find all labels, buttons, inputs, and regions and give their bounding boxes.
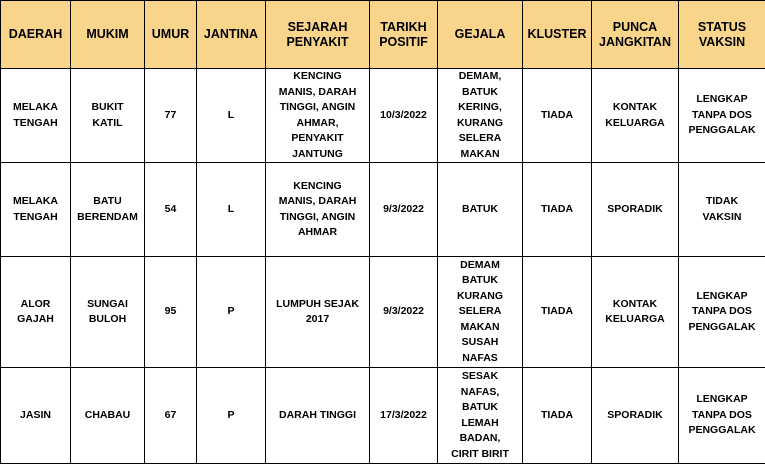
- cell-punca-jangkitan: KONTAK KELUARGA: [592, 257, 679, 368]
- header-mukim: MUKIM: [71, 1, 145, 69]
- cell-daerah: ALOR GAJAH: [1, 257, 71, 368]
- header-daerah: DAERAH: [1, 1, 71, 69]
- cell-jantina: P: [197, 368, 266, 464]
- header-status-vaksin: STATUS VAKSIN: [679, 1, 765, 69]
- cell-daerah: JASIN: [1, 368, 71, 464]
- cell-umur: 95: [145, 257, 197, 368]
- cell-jantina: L: [197, 163, 266, 257]
- cell-status-vaksin: LENGKAP TANPA DOS PENGGALAK: [679, 368, 765, 464]
- cell-tarikh-positif: 9/3/2022: [370, 163, 438, 257]
- header-jantina: JANTINA: [197, 1, 266, 69]
- cell-daerah: MELAKA TENGAH: [1, 163, 71, 257]
- cell-mukim: BATU BERENDAM: [71, 163, 145, 257]
- table-row: [1, 69, 765, 163]
- cell-tarikh-positif: 10/3/2022: [370, 69, 438, 163]
- cell-status-vaksin: LENGKAP TANPA DOS PENGGALAK: [679, 69, 765, 163]
- cell-tarikh-positif: 9/3/2022: [370, 257, 438, 368]
- cell-umur: 67: [145, 368, 197, 464]
- cell-jantina: P: [197, 257, 266, 368]
- cell-gejala: DEMAM, BATUK KERING, KURANG SELERA MAKAN: [438, 69, 523, 163]
- header-row: [1, 1, 765, 69]
- cell-status-vaksin: LENGKAP TANPA DOS PENGGALAK: [679, 257, 765, 368]
- cell-umur: 77: [145, 69, 197, 163]
- header-punca-jangkitan: PUNCA JANGKITAN: [592, 1, 679, 69]
- cell-kluster: TIADA: [523, 257, 592, 368]
- cell-punca-jangkitan: SPORADIK: [592, 368, 679, 464]
- cell-kluster: TIADA: [523, 368, 592, 464]
- cell-punca-jangkitan: SPORADIK: [592, 163, 679, 257]
- cell-mukim: BUKIT KATIL: [71, 69, 145, 163]
- table-row: [1, 257, 765, 368]
- header-gejala: GEJALA: [438, 1, 523, 69]
- cell-mukim: CHABAU: [71, 368, 145, 464]
- cell-gejala: BATUK: [438, 163, 523, 257]
- cell-sejarah-penyakit: KENCING MANIS, DARAH TINGGI, ANGIN AHMAR: [266, 163, 370, 257]
- header-tarikh-positif: TARIKH POSITIF: [370, 1, 438, 69]
- cell-gejala: SESAK NAFAS, BATUK LEMAH BADAN, CIRIT BIRIT: [438, 368, 523, 464]
- cell-sejarah-penyakit: DARAH TINGGI: [266, 368, 370, 464]
- cell-daerah: MELAKA TENGAH: [1, 69, 71, 163]
- cell-status-vaksin: TIDAK VAKSIN: [679, 163, 765, 257]
- cell-sejarah-penyakit: KENCING MANIS, DARAH TINGGI, ANGIN AHMAR, PENYAKIT JANTUNG: [266, 69, 370, 163]
- header-kluster: KLUSTER: [523, 1, 592, 69]
- header-sejarah-penyakit: SEJARAH PENYAKIT: [266, 1, 370, 69]
- cell-punca-jangkitan: KONTAK KELUARGA: [592, 69, 679, 163]
- cell-kluster: TIADA: [523, 163, 592, 257]
- table-row: [1, 368, 765, 464]
- cell-umur: 54: [145, 163, 197, 257]
- cell-tarikh-positif: 17/3/2022: [370, 368, 438, 464]
- cell-gejala: DEMAM BATUK KURANG SELERA MAKAN SUSAH NAFAS: [438, 257, 523, 368]
- table-row: [1, 163, 765, 257]
- cell-sejarah-penyakit: LUMPUH SEJAK 2017: [266, 257, 370, 368]
- cell-kluster: TIADA: [523, 69, 592, 163]
- cell-jantina: L: [197, 69, 266, 163]
- cell-mukim: SUNGAI BULOH: [71, 257, 145, 368]
- header-umur: UMUR: [145, 1, 197, 69]
